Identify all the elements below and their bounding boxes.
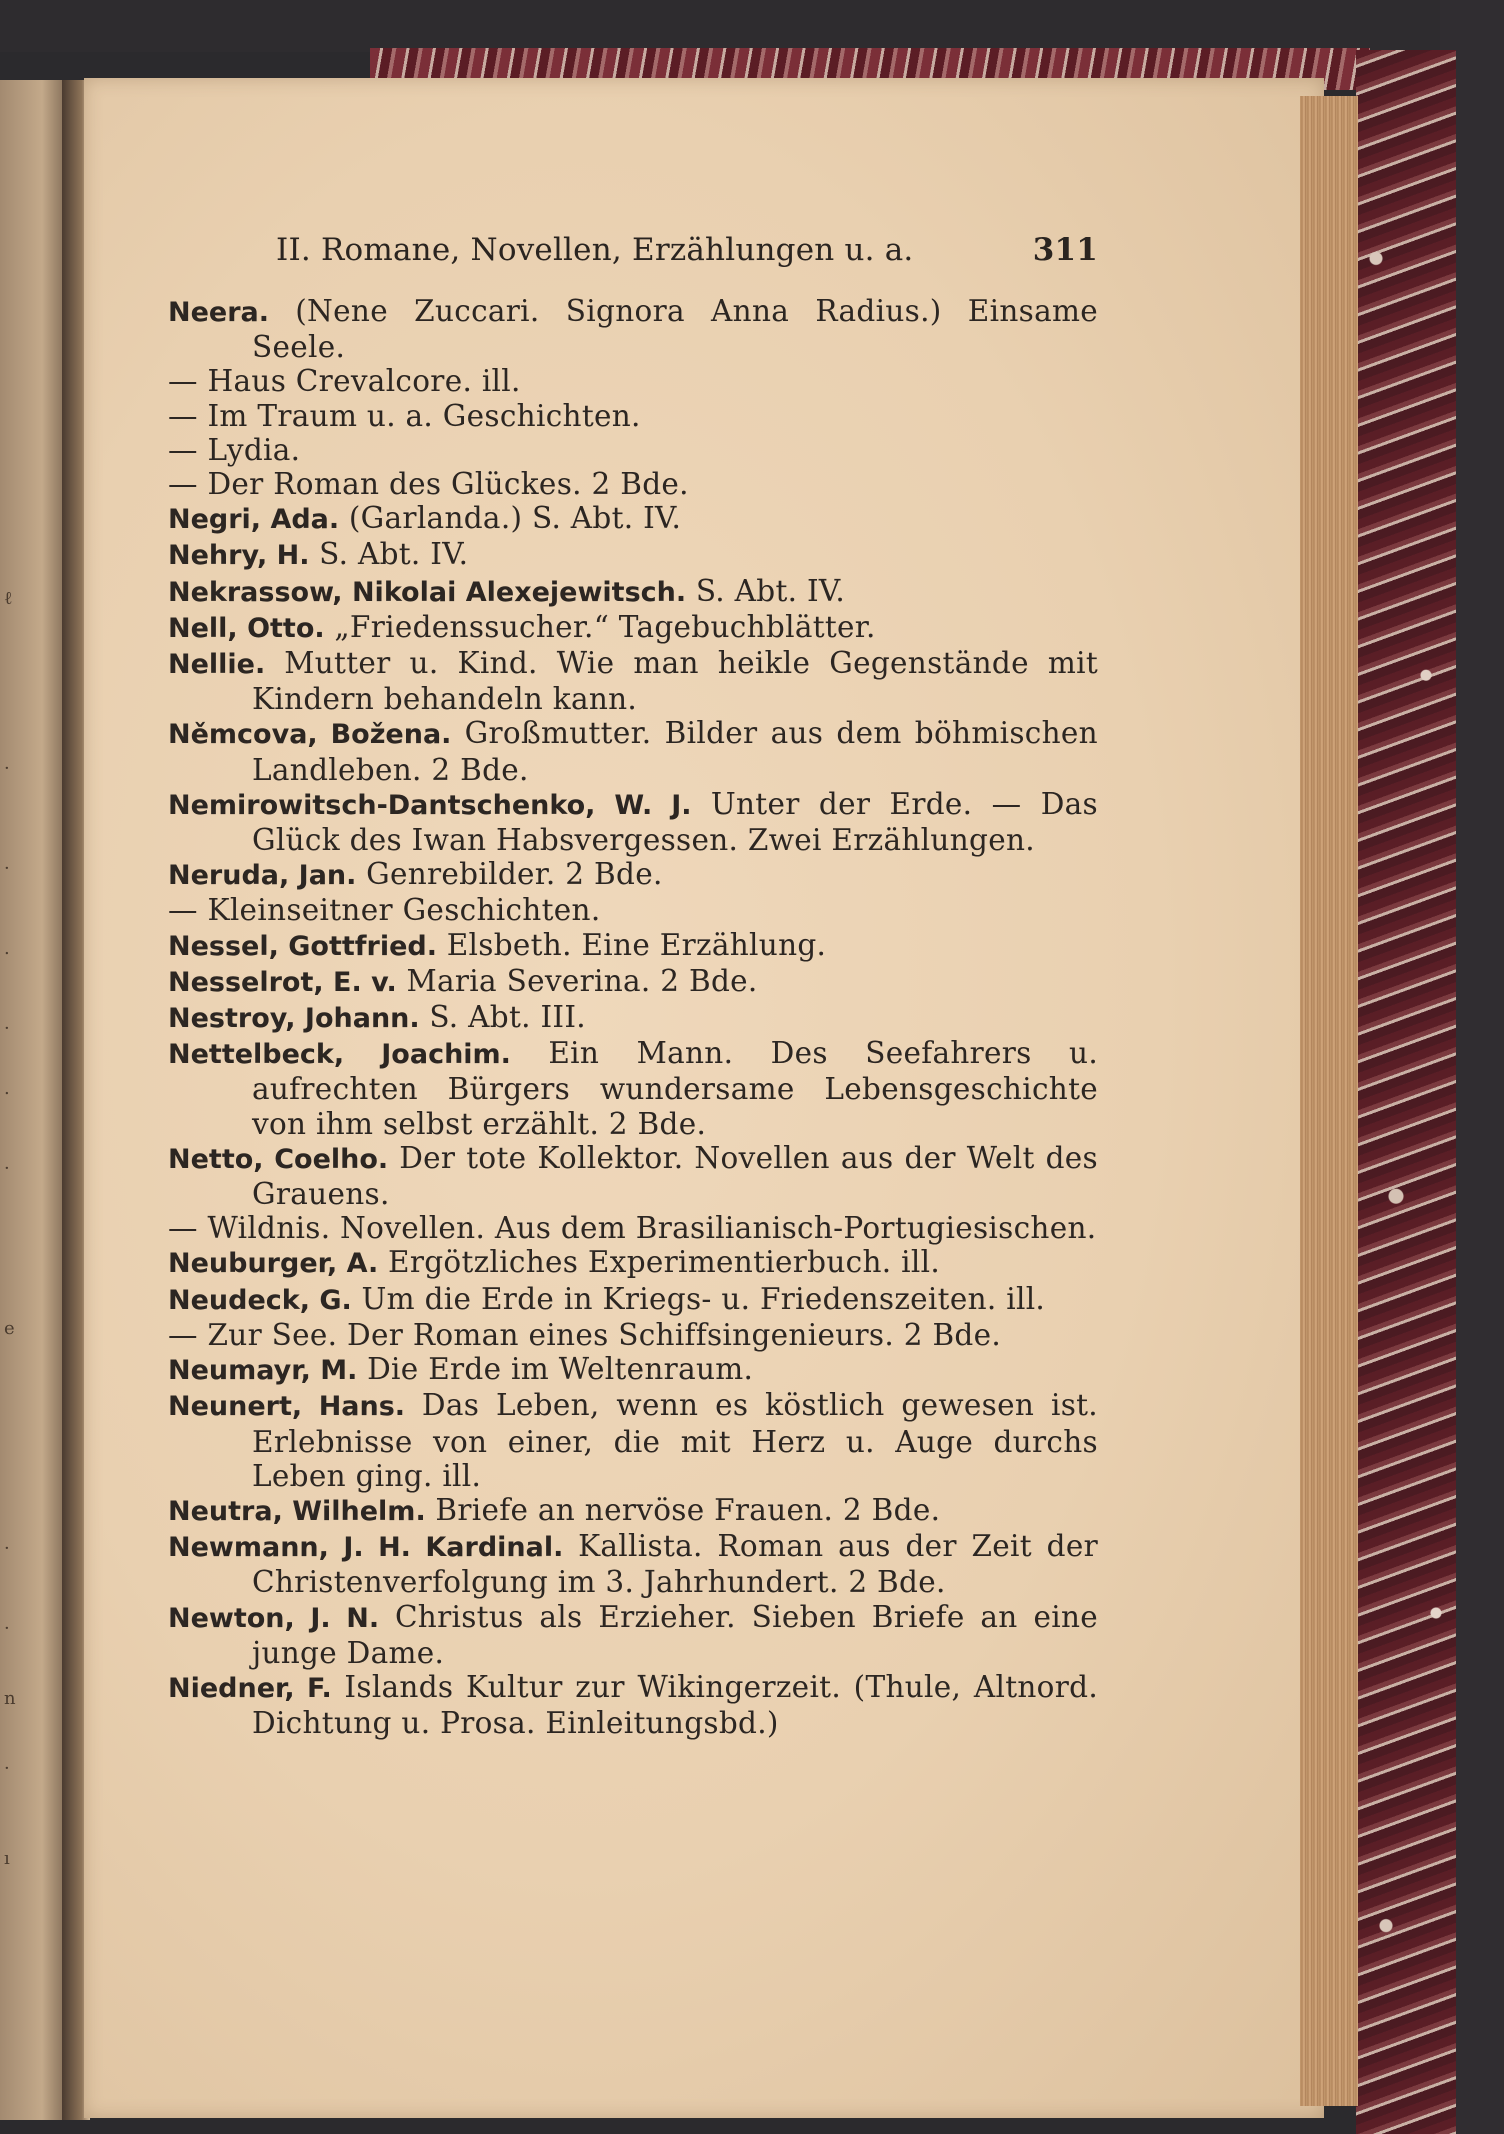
entry-neruda: Neruda, Jan. Genrebilder. 2 Bde.	[168, 857, 663, 892]
entry-neumayr: Neumayr, M. Die Erde im Weltenraum.	[168, 1352, 754, 1387]
entry-nell: Nell, Otto. „Friedenssucher.“ Tagebuchblätter.	[168, 609, 876, 644]
entry-neera-4: — Lydia.	[168, 432, 301, 467]
bibliography-list	[168, 294, 1098, 1740]
section-title: II. Romane, Novellen, Erzählungen u. a.	[276, 232, 914, 268]
entry-negri: Negri, Ada. (Garlanda.) S. Abt. IV.	[168, 501, 682, 536]
entry-neutra: Neutra, Wilhelm. Briefe an nervöse Frauen. 2 Bde.	[168, 1492, 941, 1527]
entry-nestroy: Nestroy, Johann. S. Abt. III.	[168, 1000, 586, 1035]
entry-niedner: Niedner, F. Islands Kultur zur Wikingerzeit. (Thule, Altnord. Dichtung u. Prosa. Einleitungsbd.)	[168, 1669, 1098, 1741]
running-head	[238, 232, 1098, 276]
entry-nessel: Nessel, Gottfried. Elsbeth. Eine Erzählung.	[168, 927, 827, 962]
entry-neuburger: Neuburger, A. Ergötzliches Experimentierbuch. ill.	[168, 1245, 940, 1280]
entry-nemirowitsch: Nemirowitsch-Dantschenko, W. J. Unter der Erde. — Das Glück des Iwan Habsvergessen. Zwei Erzählungen.	[168, 786, 1098, 858]
entry-nesselrot: Nesselrot, E. v. Maria Severina. 2 Bde.	[168, 963, 758, 998]
entry-nemcova: Němcova, Božena. Großmutter. Bilder aus dem böhmischen Landleben. 2 Bde.	[168, 716, 1098, 787]
entry-newmann: Newmann, J. H. Kardinal. Kallista. Roman aus der Zeit der Christenverfolgung im 3. Jahrhundert. 2 Bde.	[168, 1529, 1098, 1600]
page-number: 311	[1032, 232, 1098, 268]
entry-neera-2: — Haus Crevalcore. ill.	[168, 364, 521, 399]
entry-netto: Netto, Coelho. Der tote Kollektor. Novellen aus der Welt des Grauens.	[168, 1140, 1098, 1212]
entry-neera-5: — Der Roman des Glückes. 2 Bde.	[168, 467, 689, 502]
background-top	[0, 0, 1504, 52]
entry-neudeck-2: — Zur See. Der Roman eines Schiffsingenieurs. 2 Bde.	[168, 1317, 1002, 1352]
entry-nehry: Nehry, H. S. Abt. IV.	[168, 537, 469, 572]
page-fore-edge	[1300, 96, 1358, 2106]
entry-nekrassow: Nekrassow, Nikolai Alexejewitsch. S. Abt. IV.	[168, 573, 846, 608]
entry-neera: Neera. (Nene Zuccari. Signora Anna Radius.) Einsame Seele.	[168, 294, 1098, 365]
facing-page-edge: ℓ · · . · . · e · · n · ı	[0, 80, 70, 2120]
entry-netto-2: — Wildnis. Novellen. Aus dem Brasilianisch-Portugiesischen.	[168, 1211, 1097, 1246]
marbled-cover-edge	[1356, 50, 1456, 2134]
entry-newton: Newton, J. N. Christus als Erzieher. Sieben Briefe an eine junge Dame.	[168, 1599, 1098, 1670]
entry-neruda-2: — Kleinseitner Geschichten.	[168, 893, 601, 928]
entry-neera-3: — Im Traum u. a. Geschichten.	[168, 398, 641, 433]
entry-neunert: Neunert, Hans. Das Leben, wenn es köstlich gewesen ist. Erlebnisse von einer, die mit Herz u. Auge durchs Leben ging. ill.	[168, 1388, 1098, 1493]
entry-neudeck: Neudeck, G. Um die Erde in Kriegs- u. Friedenszeiten. ill.	[168, 1281, 1046, 1316]
entry-nellie: Nellie. Mutter u. Kind. Wie man heikle Gegenstände mit Kindern behandeln kann.	[168, 646, 1098, 717]
entry-nettelbeck: Nettelbeck, Joachim. Ein Mann. Des Seefahrers u. aufrechten Bürgers wundersame Lebensgeschichte von ihm selbst erzählt. 2 Bde.	[168, 1036, 1098, 1141]
